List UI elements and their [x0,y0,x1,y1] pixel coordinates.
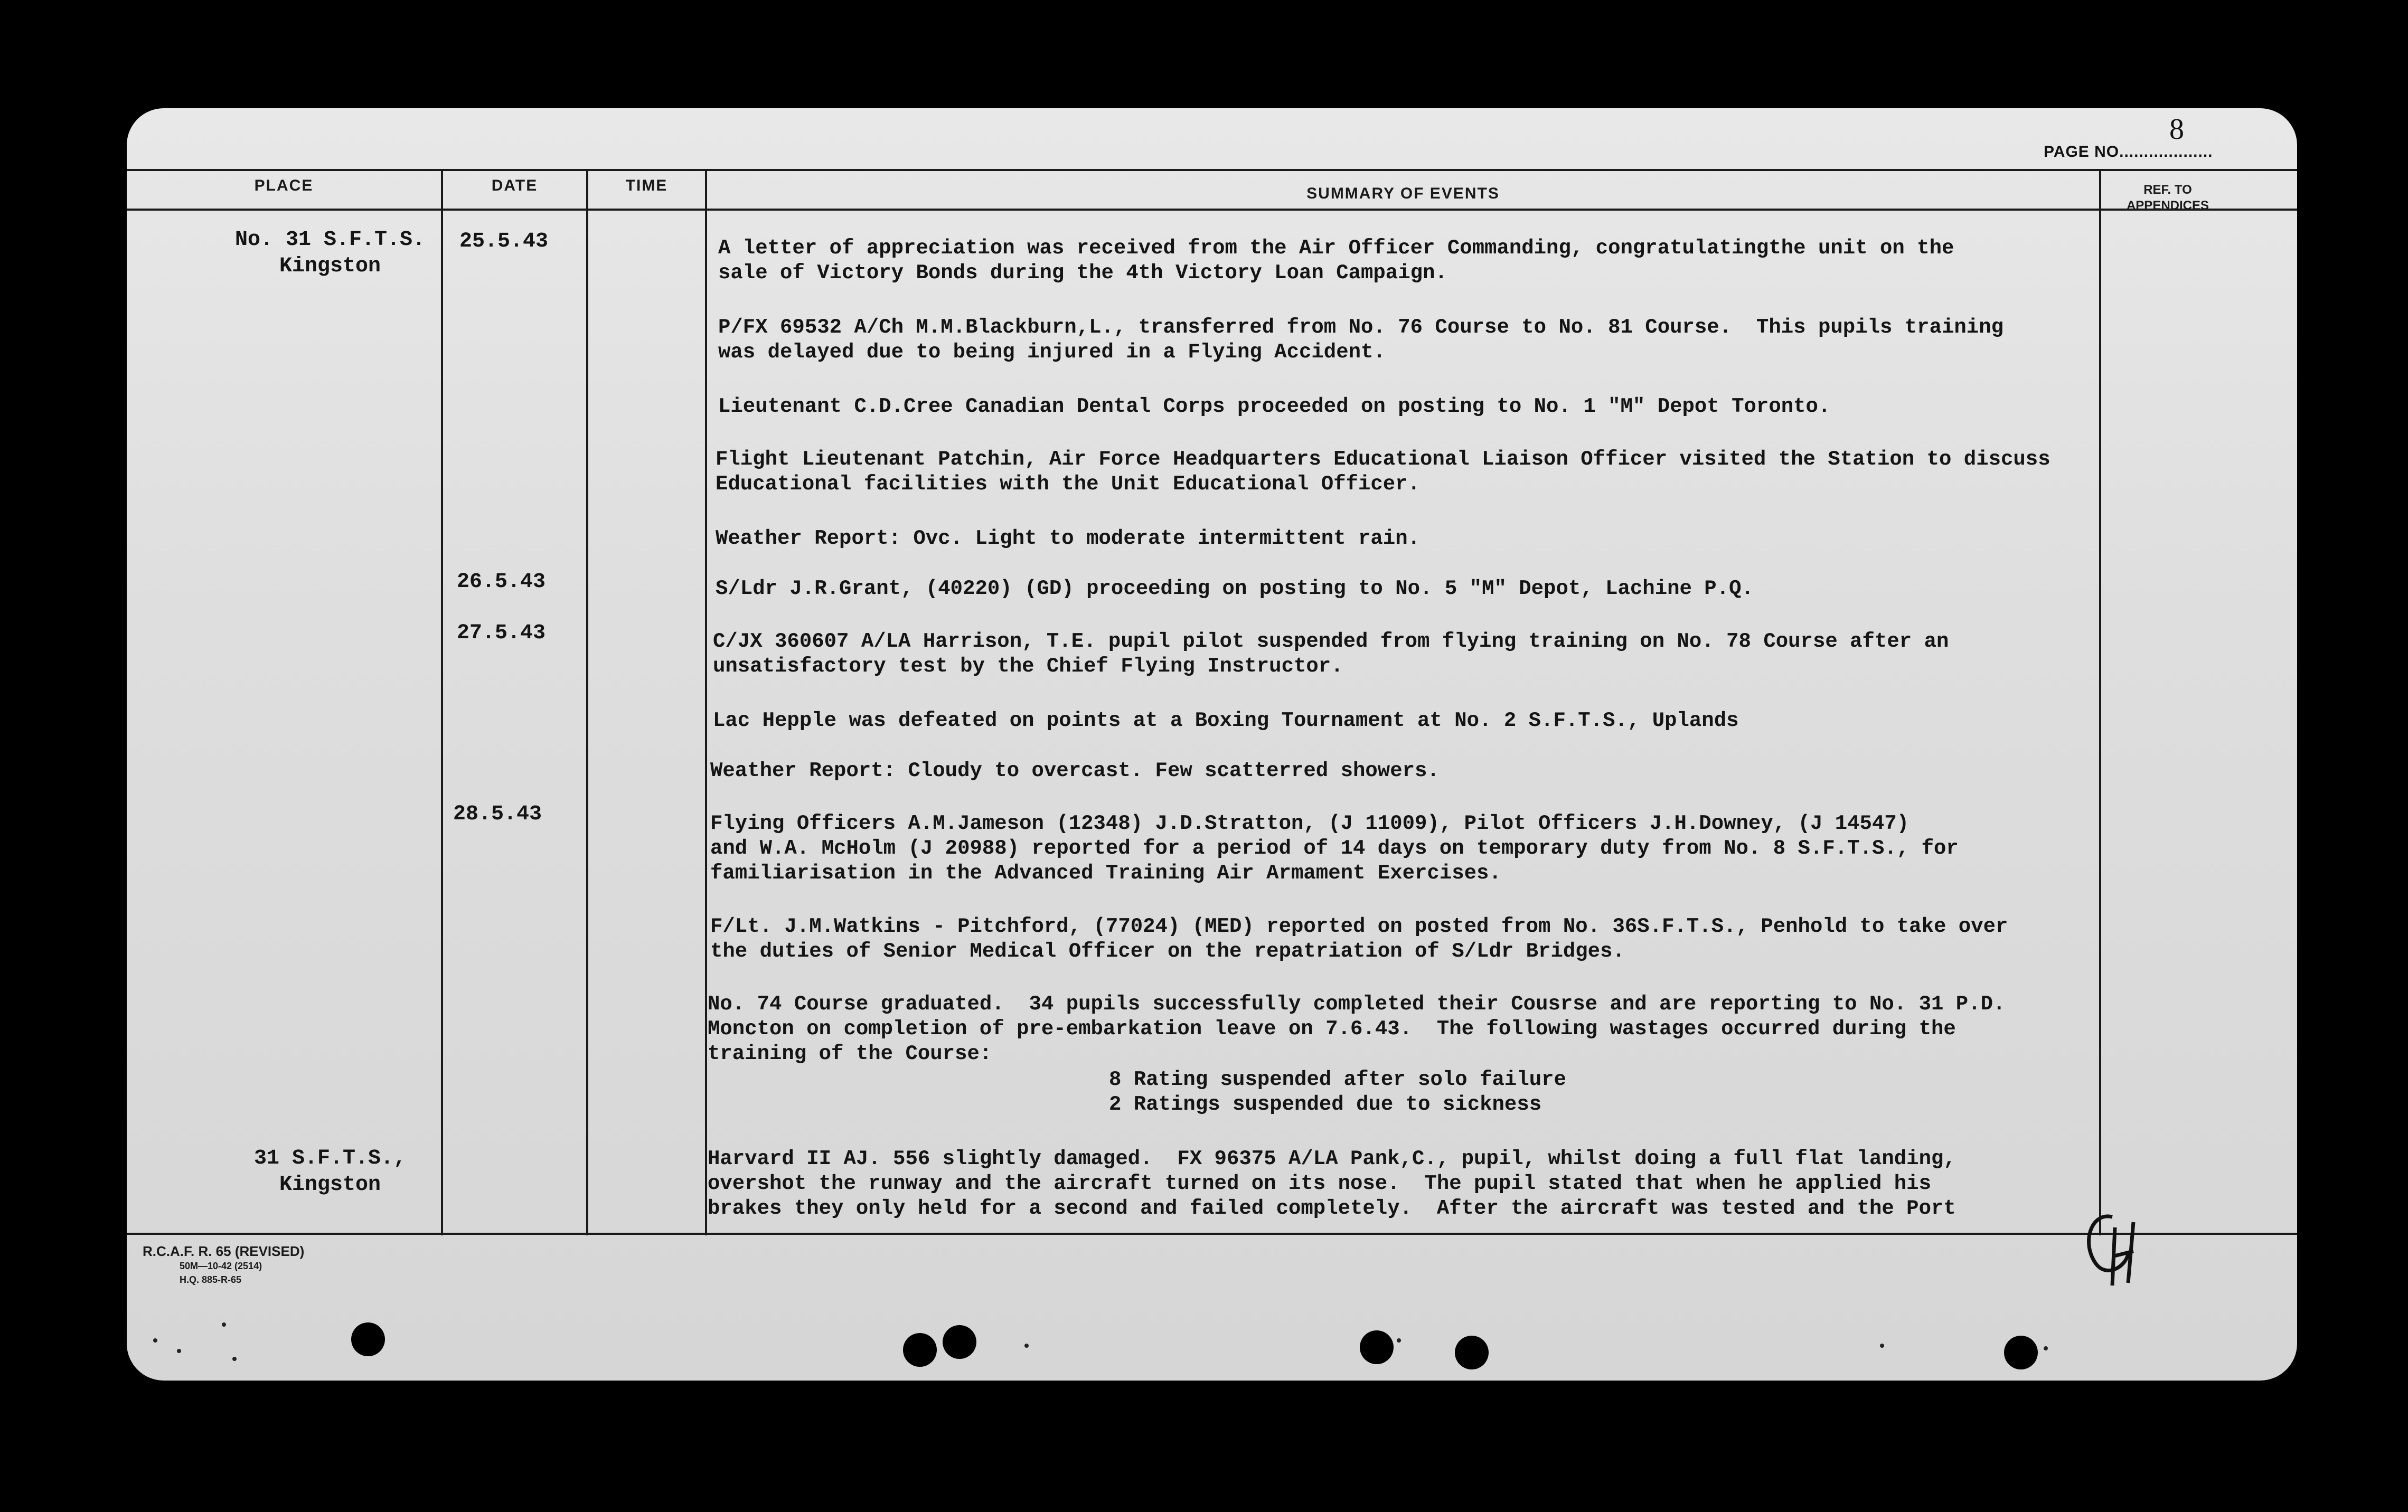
speck [153,1338,157,1343]
speck [232,1357,237,1361]
summary-line: overshot the runway and the aircraft turned on its nose. The pupil stated that when he applied his [708,1172,1931,1195]
date-entry: 25.5.43 [459,230,549,253]
summary-line: training of the Course: [708,1042,992,1065]
page-no-label: PAGE NO................... [2044,143,2213,160]
speck [2044,1346,2048,1350]
summary-line: Harvard II AJ. 556 slightly damaged. FX 96375 A/LA Pank,C., pupil, whilst doing a full flat landing, [708,1147,1956,1170]
punch-hole [2004,1336,2038,1369]
place-line: No. 31 S.F.T.S. [234,228,426,252]
header-top-rule [127,169,2297,171]
header-date: DATE [491,177,538,194]
summary-line: A letter of appreciation was received from the Air Officer Commanding, congratulatingthe unit on the [718,237,1954,260]
summary-line: P/FX 69532 A/Ch M.M.Blackburn,L., transferred from No. 76 Course to No. 81 Course. This pupils training [718,316,2003,339]
header-place: PLACE [254,177,314,194]
column-divider-date-time [586,169,588,1235]
form-code-main: R.C.A.F. R. 65 (REVISED) [143,1243,305,1259]
speck [1024,1344,1029,1348]
summary-line: Flying Officers A.M.Jameson (12348) J.D.Stratton, (J 11009), Pilot Officers J.H.Downey, (J 14547) [710,812,1910,835]
header-ref-appendices: REF. TO APPENDICES [2126,183,2209,213]
summary-line: No. 74 Course graduated. 34 pupils successfully completed their Cousrse and are reporting to No. 31 P.D. [708,993,2006,1016]
form-code-sub: H.Q. 885-R-65 [180,1274,242,1285]
punch-hole [903,1333,937,1367]
header-bottom-rule [127,209,2297,211]
header-time: TIME [625,177,668,194]
header-summary: SUMMARY OF EVENTS [1306,185,1500,202]
operations-record-page [127,108,2297,1381]
summary-line: S/Ldr J.R.Grant, (40220) (GD) proceeding on posting to No. 5 "M" Depot, Lachine P.Q. [716,577,1754,600]
summary-line: Weather Report: Cloudy to overcast. Few scatterred showers. [710,759,1440,782]
summary-line: Weather Report: Ovc. Light to moderate intermittent rain. [716,527,1421,550]
footer-rule [127,1233,2297,1235]
date-entry: 27.5.43 [457,621,546,645]
speck [222,1322,226,1327]
page-number-handwritten: 8 [2169,113,2184,146]
place-line: Kingston [279,1173,381,1197]
column-divider-summary-ref [2099,169,2101,1235]
place-line: Kingston [279,254,381,278]
column-divider-place-date [441,169,443,1235]
summary-line: brakes they only held for a second and failed completely. After the aircraft was tested and the Port [708,1197,1956,1220]
summary-line: the duties of Senior Medical Officer on the repatriation of S/Ldr Bridges. [710,940,1625,963]
summary-line: familiarisation in the Advanced Training Air Armament Exercises. [710,862,1501,885]
summary-line: and W.A. McHolm (J 20988) reported for a period of 14 days on temporary duty from No. 8 S.F.T.S., for [710,837,1959,860]
form-code [143,1243,304,1287]
punch-hole [943,1325,976,1359]
summary-line: was delayed due to being injured in a Flying Accident. [718,341,1386,364]
handwritten-initials [2075,1206,2149,1296]
summary-line: Lieutenant C.D.Cree Canadian Dental Corps proceeded on posting to No. 1 "M" Depot Toronto. [718,395,1831,418]
date-entry: 28.5.43 [453,802,542,826]
place-entry [224,1146,436,1198]
column-divider-time-summary [705,169,707,1235]
wastage-line: 2 Ratings suspended due to sickness [1109,1093,1542,1116]
wastage-line: 8 Rating suspended after solo failure [1109,1068,1566,1091]
summary-line: Lac Hepple was defeated on points at a Boxing Tournament at No. 2 S.F.T.S., Uplands [713,709,1739,732]
form-code-sub: 50M—10-42 (2514) [180,1261,262,1271]
summary-line: Moncton on completion of pre-embarkation leave on 7.6.43. The following wastages occurred during the [708,1017,1956,1041]
punch-hole [1360,1330,1394,1364]
speck [1880,1344,1884,1348]
speck [177,1349,181,1353]
speck [1397,1338,1401,1343]
summary-line: C/JX 360607 A/LA Harrison, T.E. pupil pilot suspended from flying training on No. 78 Course after an [713,630,1949,653]
place-entry [224,227,436,280]
punch-hole [351,1322,385,1356]
date-entry: 26.5.43 [457,570,546,594]
summary-line: Educational facilities with the Unit Educational Officer. [716,472,1421,496]
summary-line: unsatisfactory test by the Chief Flying Instructor. [713,655,1343,678]
summary-line: Flight Lieutenant Patchin, Air Force Headquarters Educational Liaison Officer visited the Station to discuss [716,448,2050,471]
place-line: 31 S.F.T.S., [253,1147,407,1170]
punch-hole [1455,1336,1489,1369]
summary-line: sale of Victory Bonds during the 4th Victory Loan Campaign. [718,261,1447,285]
summary-line: F/Lt. J.M.Watkins - Pitchford, (77024) (MED) reported on posted from No. 36S.F.T.S., Penhold to take over [710,915,2008,938]
